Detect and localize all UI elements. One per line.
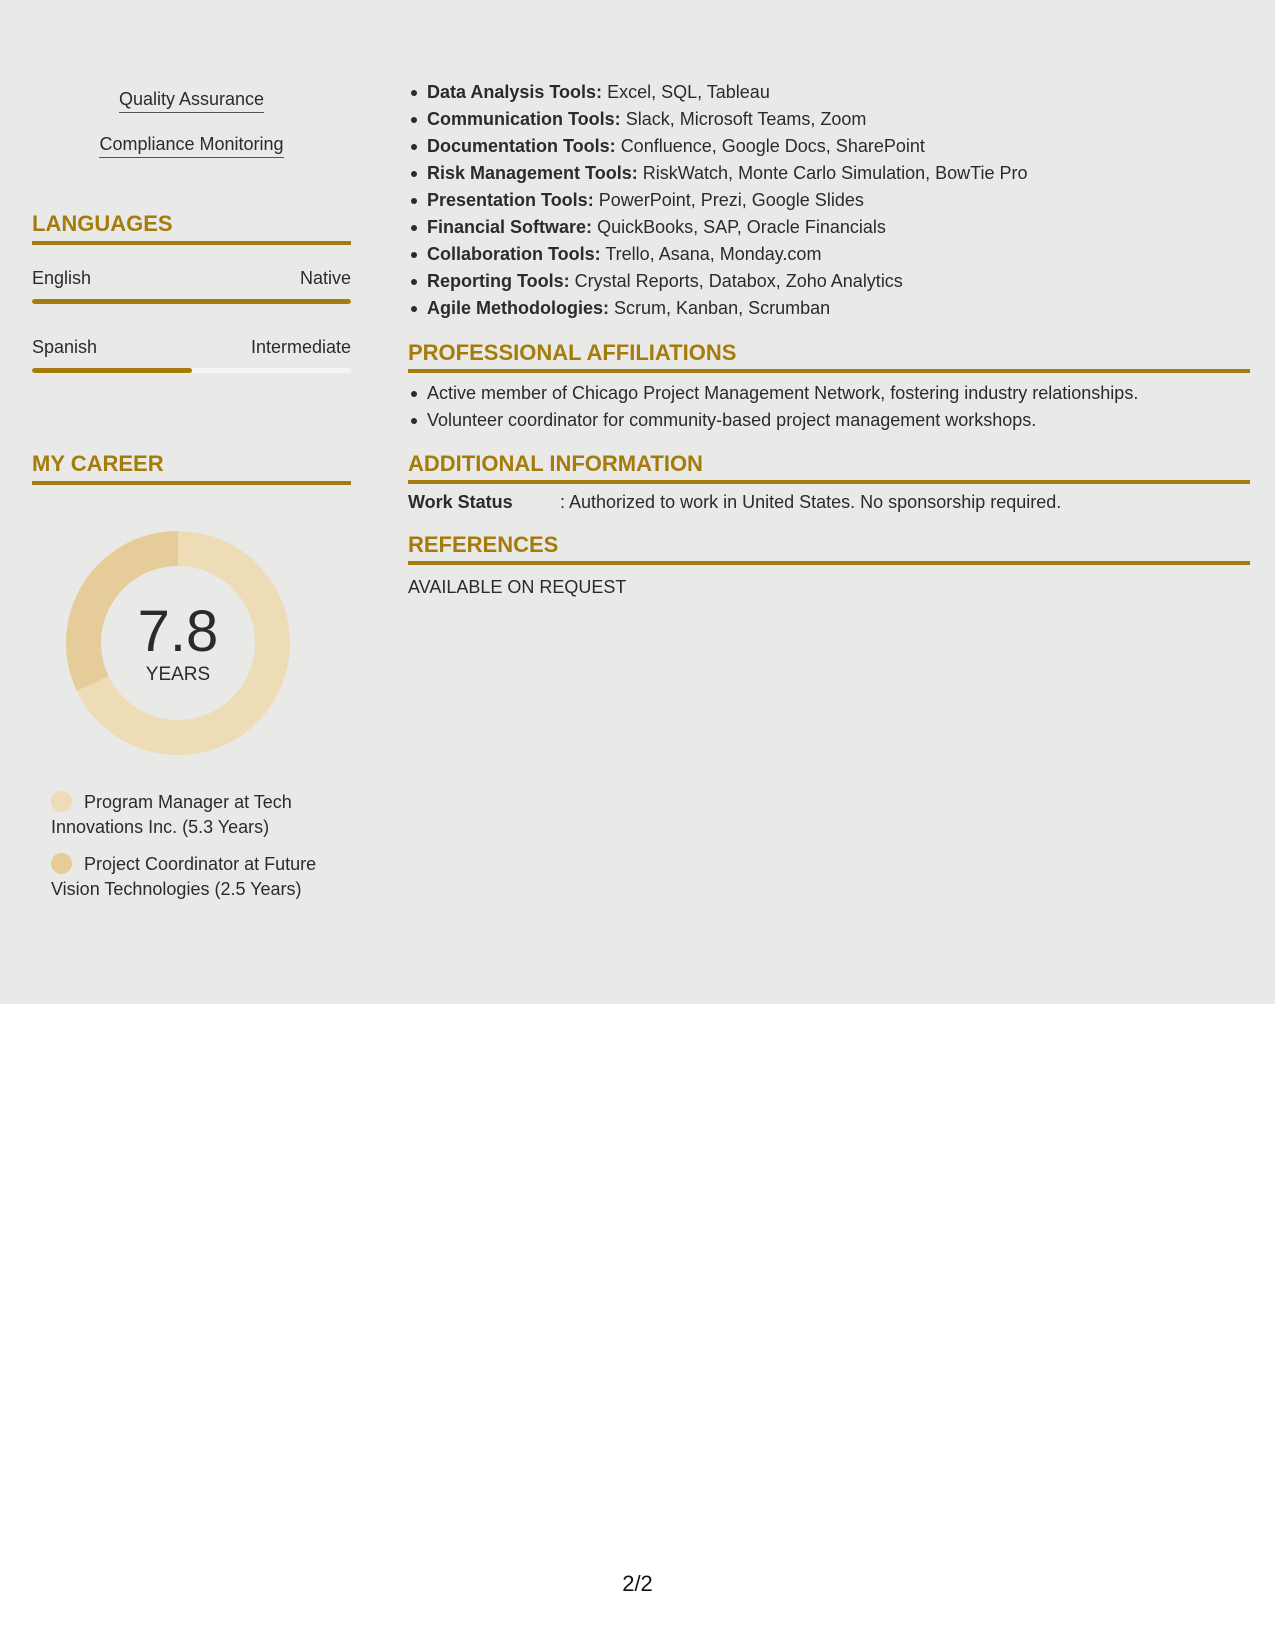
career-total-years: 7.8 — [137, 599, 219, 664]
languages-heading: LANGUAGES — [32, 211, 351, 245]
language-proficiency-bar — [32, 368, 351, 373]
tool-item: Agile Methodologies: Scrum, Kanban, Scrumban — [427, 295, 1247, 322]
language-level: Native — [299, 268, 351, 288]
tool-item: Risk Management Tools: RiskWatch, Monte Carlo Simulation, BowTie Pro — [427, 160, 1247, 187]
language-row — [32, 267, 351, 289]
tool-item: Documentation Tools: Confluence, Google Docs, SharePoint — [427, 133, 1247, 160]
work-status-label: Work Status — [408, 492, 513, 512]
career-legend-item — [51, 790, 341, 840]
tool-item: Data Analysis Tools: Excel, SQL, Tableau — [427, 79, 1247, 106]
legend-swatch — [51, 791, 72, 812]
skill-tag: Compliance Monitoring — [32, 133, 351, 155]
tool-item: Collaboration Tools: Trello, Asana, Monday.com — [427, 241, 1247, 268]
tool-item: Reporting Tools: Crystal Reports, Databox, Zoho Analytics — [427, 268, 1247, 295]
language-proficiency-fill — [32, 368, 192, 373]
language-proficiency-bar — [32, 299, 351, 304]
language-name: Spanish — [32, 337, 98, 357]
legend-label: Project Coordinator at Future Vision Technologies (2.5 Years) — [51, 854, 317, 899]
affiliations-heading: PROFESSIONAL AFFILIATIONS — [408, 340, 1250, 373]
language-level: Intermediate — [250, 337, 351, 357]
legend-label: Program Manager at Tech Innovations Inc. (5.3 Years) — [51, 792, 292, 837]
tool-item: Communication Tools: Slack, Microsoft Teams, Zoom — [427, 106, 1247, 133]
affiliation-item: Active member of Chicago Project Management Network, fostering industry relationships. — [427, 380, 1247, 407]
language-name: English — [32, 268, 92, 288]
references-heading: REFERENCES — [408, 532, 1250, 565]
page-number: 2/2 — [622, 1571, 653, 1596]
additional-info-heading: ADDITIONAL INFORMATION — [408, 451, 1250, 484]
affiliations-list — [408, 380, 1247, 434]
tool-item: Financial Software: QuickBooks, SAP, Oracle Financials — [427, 214, 1247, 241]
career-donut-chart — [66, 531, 290, 755]
language-row — [32, 336, 351, 358]
tools-list — [408, 79, 1247, 322]
references-text: AVAILABLE ON REQUEST — [408, 577, 627, 597]
career-total-unit: YEARS — [145, 664, 211, 685]
career-legend-item — [51, 852, 341, 902]
tool-item: Presentation Tools: PowerPoint, Prezi, Google Slides — [427, 187, 1247, 214]
skill-tag: Quality Assurance — [32, 88, 351, 110]
language-proficiency-fill — [32, 299, 351, 304]
work-status-value: : Authorized to work in United States. No sponsorship required. — [560, 492, 1062, 512]
career-heading: MY CAREER — [32, 451, 351, 485]
legend-swatch — [51, 853, 72, 874]
affiliation-item: Volunteer coordinator for community-based project management workshops. — [427, 407, 1247, 434]
